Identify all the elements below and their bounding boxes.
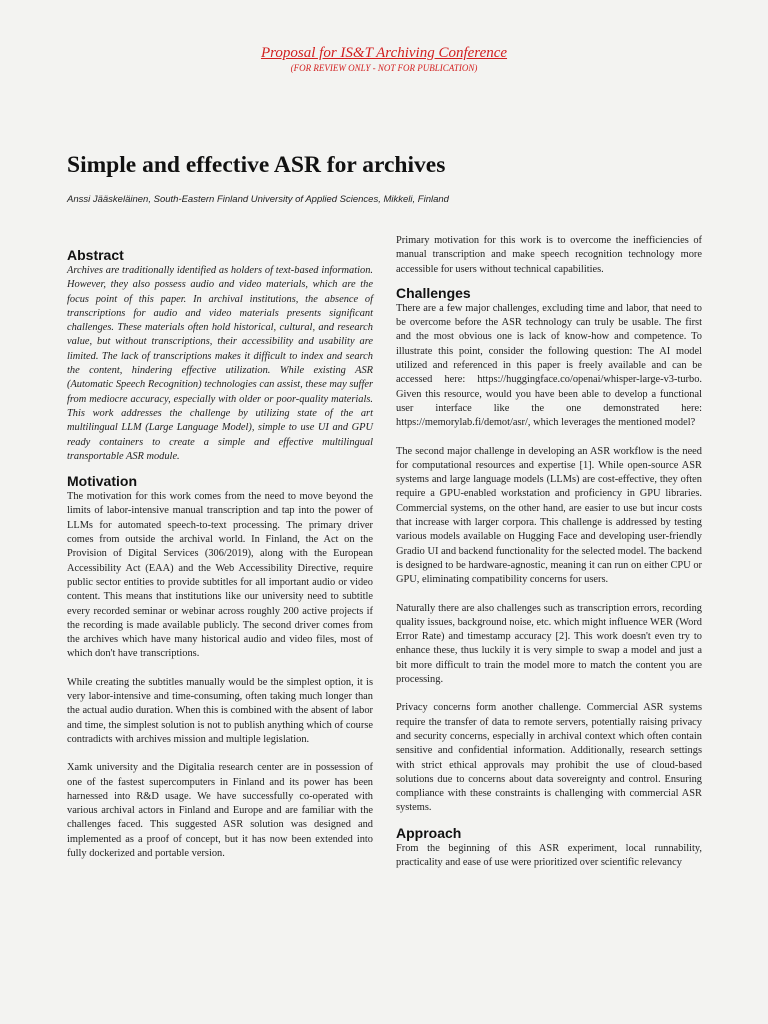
left-column (67, 247, 373, 861)
abstract-text: Archives are traditionally identified as holders of text-based information. However, they also possess audio and video materials, which are the focus point of this paper. In archival institutions, the absence of transcriptions for audio and video materials presents significant challenges. These materials often hold historical, cultural, and research value, but without transcriptions, their accessibility and usability are limited. The lack of transcriptions makes it difficult to index and search the content, hindering effective utilization. While existing ASR (Automatic Speech Recognition) technologies can assist, these may suffer from mediocre accuracy, especially with older or poor-quality materials. This work addresses the challenge by utilizing state of the art multilingual LLM (Large Language Model), simple to use UI and GPU ready containers to create a simple and effective multilingual transportable ASR module. (67, 265, 373, 462)
paper-title: Simple and effective ASR for archives (67, 152, 446, 178)
motivation-paragraph: The motivation for this work comes from the need to move beyond the limits of labor-intensive manual transcription and tap into the power of LLMs for automated speech-to-text processing. The primary driver comes from outside the archival world. In Finland, the Act on the Provision of Digital Services (306/2019), along with the European Accessibility Act (EAA) and the Web Accessibility Directive, require public sector entities to provide subtitles for all important audio or video content. This means that institutions like our university need to subtitle every recorded seminar or webinar across roughly 200 active projects if the recording is made available publicly. The second driver comes from the archives which have many historical audio and video files, most of which don't have transcriptions. (67, 491, 373, 660)
challenges-paragraph: Naturally there are also challenges such as transcription errors, recording quality issues, background noise, etc. which might influence WER (Word Error Rate) and timestamp accuracy [2]. This work doesn't even try to enhance these, thus luckily it is very simple to swap a model and just a bit more difficult to train the model more to match the content you are processing. (396, 602, 702, 686)
approach-heading: Approach (396, 824, 462, 841)
review-note: (FOR REVIEW ONLY - NOT FOR PUBLICATION) (290, 63, 478, 73)
motivation-paragraph: While creating the subtitles manually would be the simplest option, it is very labor-intensive and time-consuming, often taking much longer than the actual audio duration. When this is combined with the absent of labor and time, the simplest solution is not to publish anything which of course contradicts with archives mission and multiple legislation. (67, 676, 373, 745)
author-line: Anssi Jääskeläinen, South-Eastern Finland University of Applied Sciences, Mikkeli, Finland (67, 194, 449, 205)
motivation-heading: Motivation (67, 473, 137, 490)
motivation-paragraph: Xamk university and the Digitalia research center are in possession of one of the fastest supercomputers in Finland and its power has been harnessed into R&D usage. We have successfully co-operated with various archival actors in Finland and Europe and are familiar with the challenges faced. This suggested ASR solution was designed and implemented as a proof of concept, but it has now been extended into fully dockerized and portable version. (67, 762, 373, 859)
challenges-paragraph: The second major challenge in developing an ASR workflow is the need for computational resources and expertise [1]. While open-source ASR systems and large language models (LLMs) are cost-effective, they often require a GPU-enabled workstation and proficiency in GPU libraries. Commercial systems, on the other hand, are easier to use but incur costs that increase with larger corpora. This challenge is addressed by testing various models available on Hugging Face and developing user-friendly Gradio UI and backend functionality for the selected model. The backend is designed to be hardware-agnostic, meaning it can run on either CPU or GPU, eliminating compatibility concerns for users. (396, 445, 702, 586)
conference-header (0, 44, 768, 74)
motivation-paragraph: Primary motivation for this work is to overcome the inefficiencies of manual transcription and make speech recognition technology more accessible for users without technical capabilities. (396, 235, 702, 275)
challenges-paragraph: Privacy concerns form another challenge. Commercial ASR systems require the transfer of data to remote servers, potentially raising privacy and security concerns, especially in archival context which often contain sensitive and confidential information. Additionally, research settings with strict ethical approvals may prohibit the use of cloud-based solutions due to concerns about data sovereignty and control. Ensuring compliance with these constraints is challenging with commercial ASR systems. (396, 702, 702, 814)
challenges-paragraph: There are a few major challenges, excluding time and labor, that need to be overcome before the ASR technology can truly be usable. The first and the most obvious one is lack of know-how and competence. To illustrate this point, consider the following question: The AI model utilized and referenced in this paper is freely available and can be accessed here: https://huggingface.co/openai/whisper-large-v3-turbo. Given this resource, would you have been able to develop a functional user interface like the one demonstrated here: https://memorylab.fi/demot/asr/, which leverages the mentioned model? (396, 302, 702, 429)
challenges-heading: Challenges (396, 284, 471, 301)
abstract-heading: Abstract (67, 247, 124, 263)
conference-title: Proposal for IS&T Archiving Conference (260, 45, 508, 61)
approach-paragraph: From the beginning of this ASR experiment, local runnability, practicality and ease of use were prioritized over scientific relevancy (396, 842, 702, 868)
right-column (396, 234, 702, 870)
